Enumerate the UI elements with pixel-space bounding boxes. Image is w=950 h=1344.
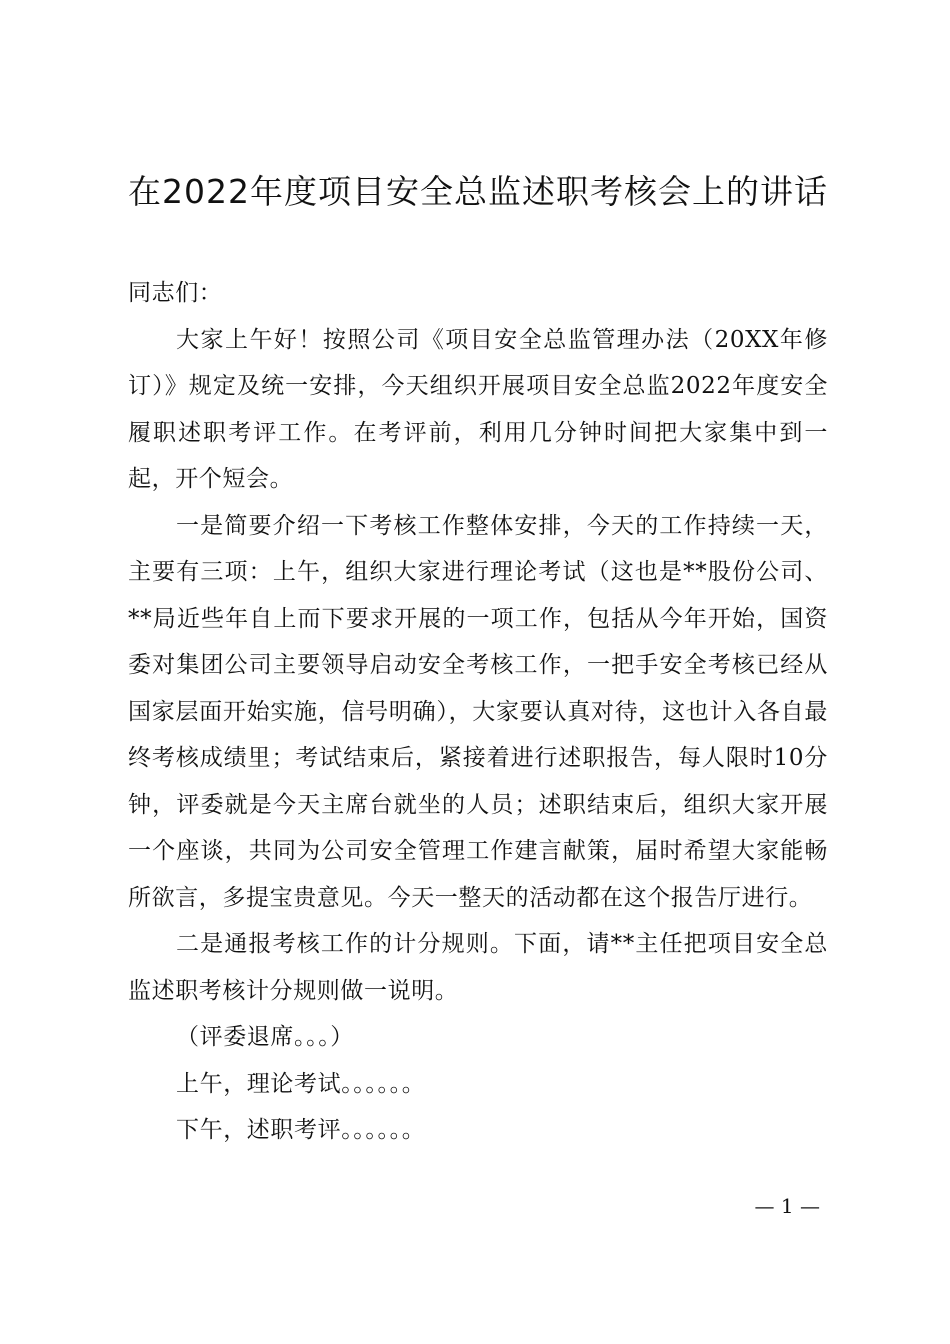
paragraph-afternoon-review: 下午，述职考评。。。。。。 [176,1117,426,1143]
paragraph-judges-leave: （评委退席。。。） [176,1024,354,1050]
paragraph-opening: 大家上午好！按照公司《项目安全总监管理办法（20XX年修订）》规定及统一安排，今天组织开展项目安全总监2022年度安全履职述职考评工作。在考评前，利用几分钟时间把大家集中到一起，开个短会。 [128,326,828,492]
paragraph-arrangement: 一是简要介绍一下考核工作整体安排，今天的工作持续一天，主要有三项：上午，组织大家进行理论考试（这也是**股份公司、**局近些年自上而下要求开展的一项工作，包括从今年开始，国资委对集团公司主要领导启动安全考核工作，一把手安全考核已经从国家层面开始实施，信号明确），大家要认真对待，这也计入各自最终考核成绩里；考试结束后，紧接着进行述职报告，每人限时10分钟，评委就是今天主席台就坐的人员；述职结束后，组织大家开展一个座谈，共同为公司安全管理工作建言献策，届时希望大家能畅所欲言，多提宝贵意见。今天一整天的活动都在这个报告厅进行。 [128,512,828,911]
document-title: 在2022年度项目安全总监述职考核会上的讲话 [128,172,828,211]
paragraph-scoring-rules: 二是通报考核工作的计分规则。下面，请**主任把项目安全总监述职考核计分规则做一说明。 [128,931,828,1004]
salutation: 同志们： [128,280,223,306]
page-number: — 1 — [754,1194,820,1218]
paragraph-morning-exam: 上午，理论考试。。。。。。 [176,1070,426,1097]
document-body [128,270,828,1154]
